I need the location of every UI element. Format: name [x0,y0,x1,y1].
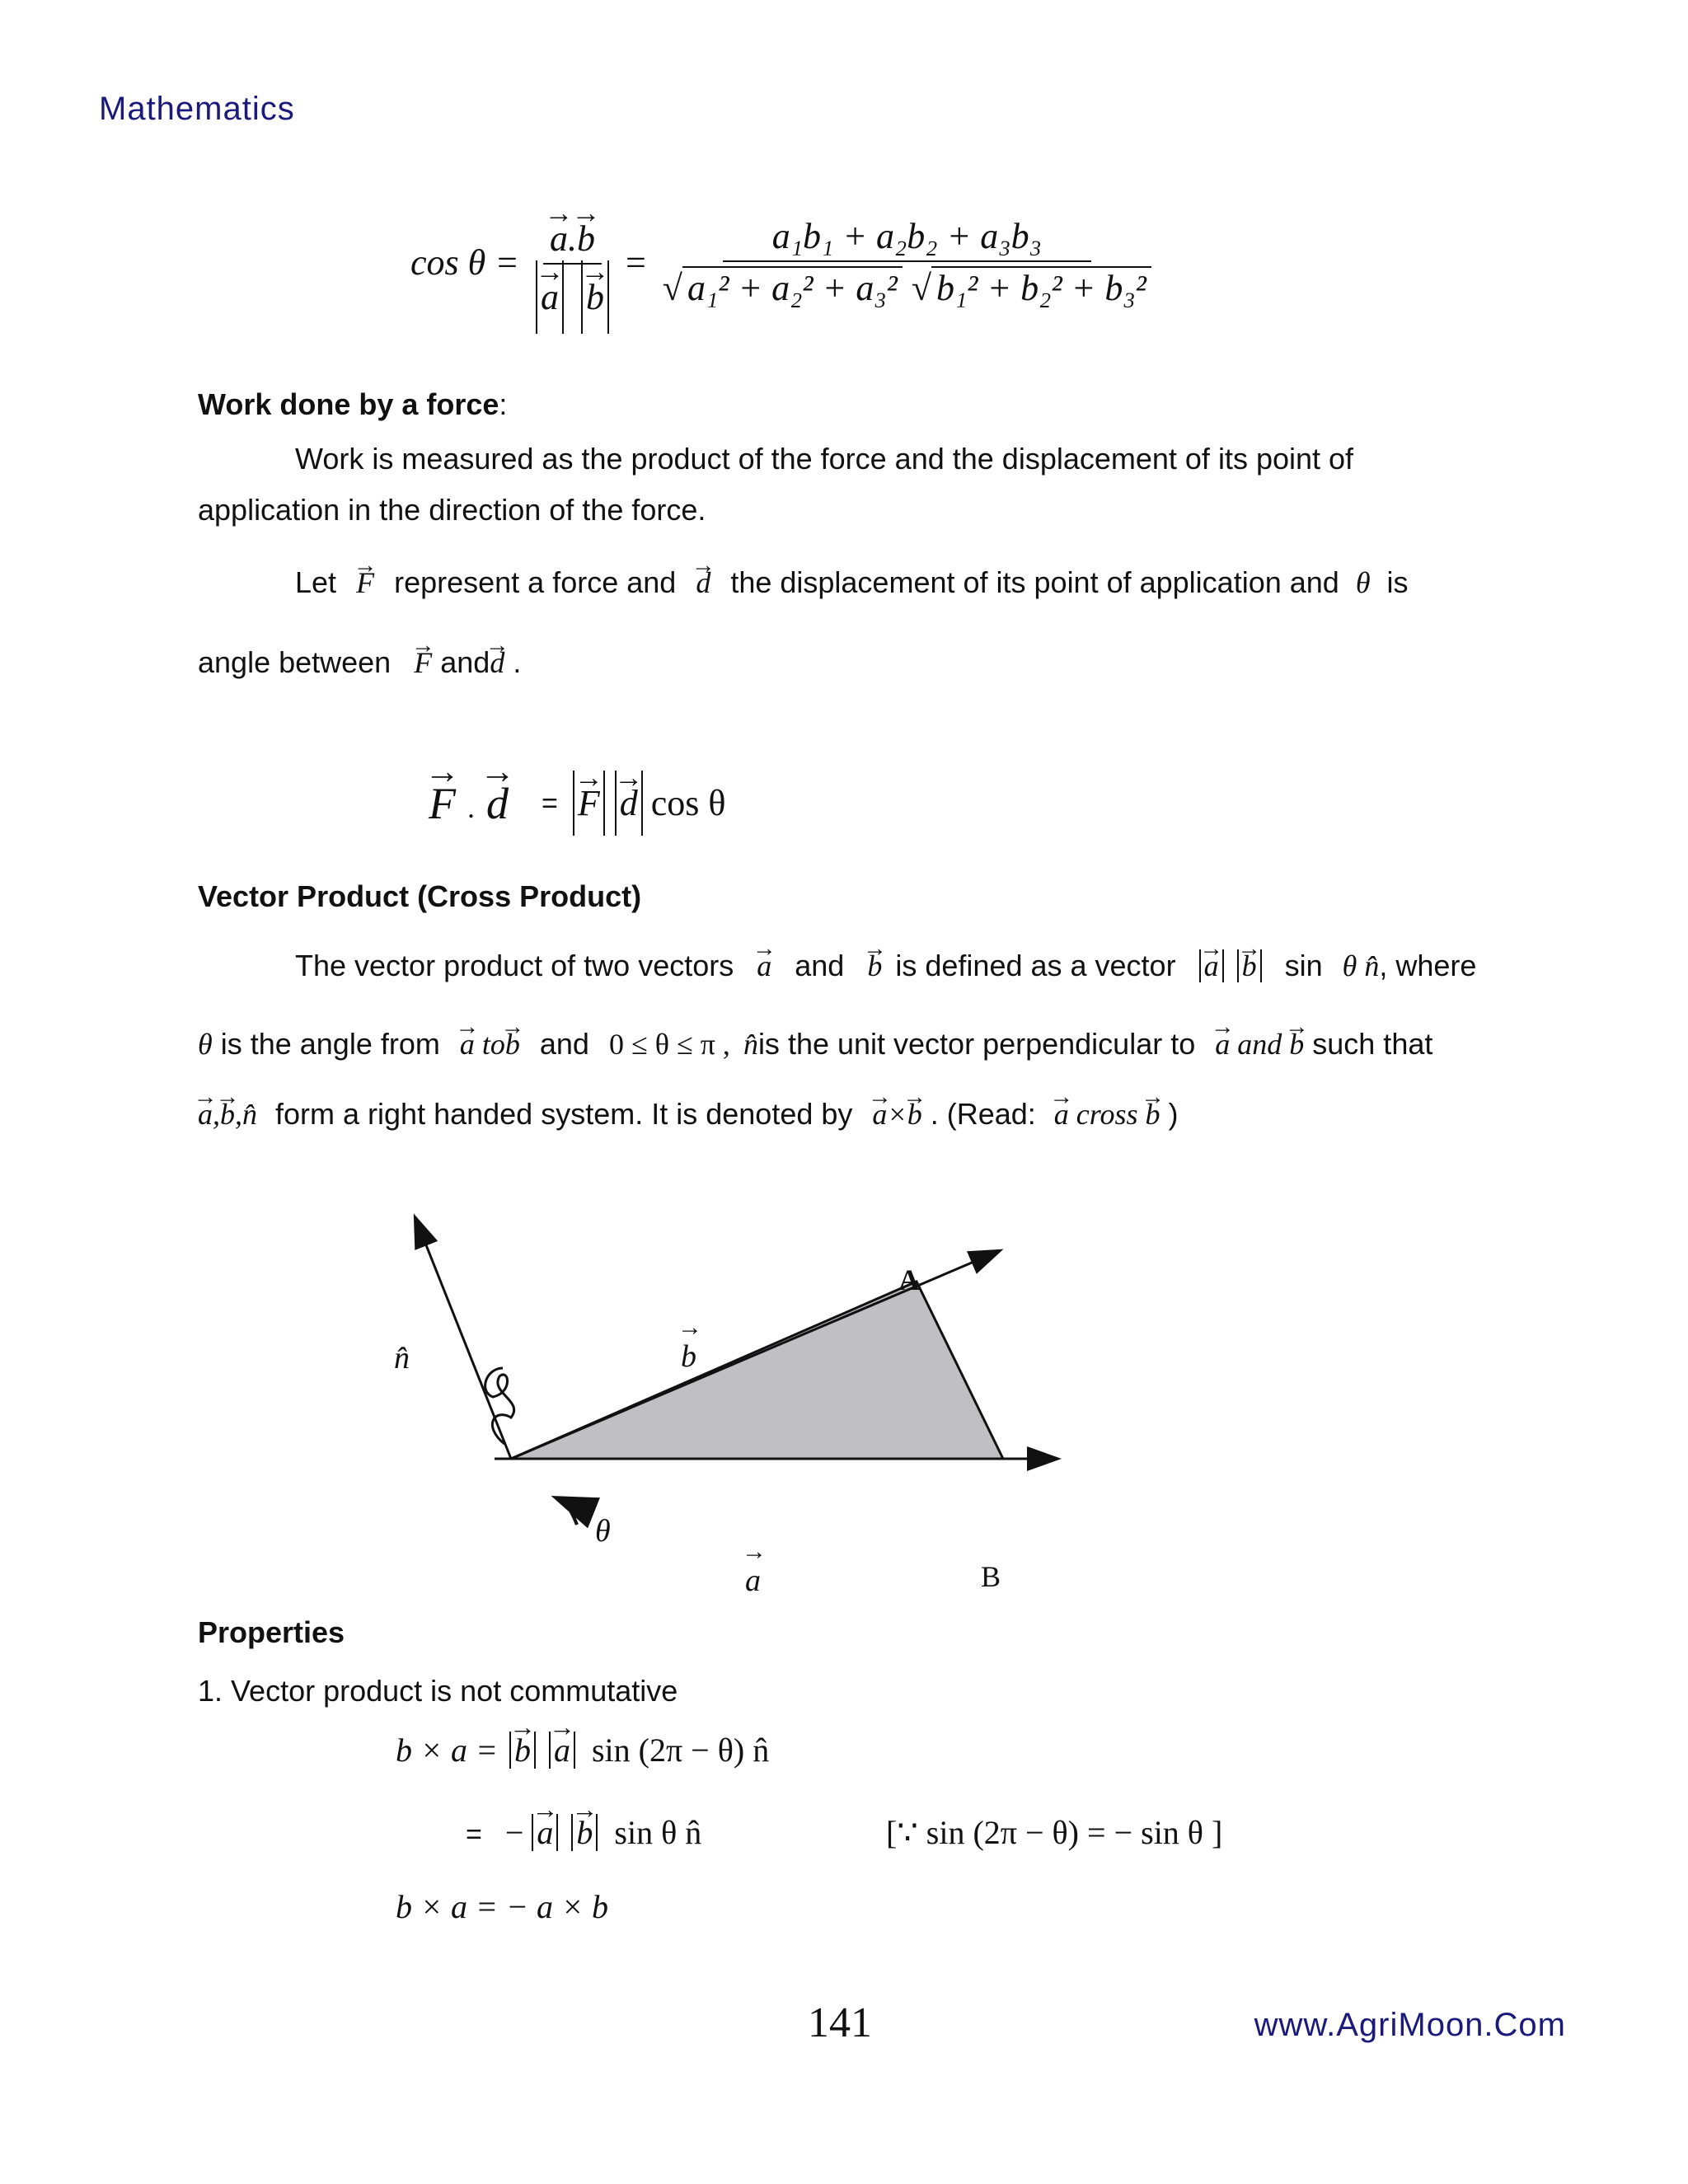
component-numerator: a₁b₁ + a₂b₂ + a₃b₃ [723,215,1091,262]
label-n-hat: n̂ [394,1341,410,1376]
property-eq3: b × a = − a × b [396,1888,608,1925]
work-let-line: Let → F represent a force and → d the displacement of its point of application and θ is [295,565,1409,601]
parallelogram-area [511,1282,1003,1459]
label-A: A [898,1263,920,1296]
sqrt-a-components: a₁² + a₂² + a₃² [682,266,903,308]
cos-formula-vector-fraction: → a.→ b → a → b [529,206,616,318]
work-paragraph-line2: application in the direction of the force. [198,493,706,527]
vector-product-heading: Vector Product (Cross Product) [198,879,642,913]
formula-vector-d: → d [486,778,509,829]
label-B: B [981,1560,1001,1593]
properties-heading: Properties [198,1615,345,1649]
page-header-title: Mathematics [99,91,295,127]
vector-product-line3: → a,→ b,n̂ form a right handed system. It is denoted by → a×→ b . (Read: → a cross → b ) [198,1096,1178,1132]
property-item-1: 1. Vector product is not commutative [198,1674,678,1708]
label-a: a [745,1563,761,1598]
cos-formula-lhs: cos θ = [410,241,519,283]
work-formula: → F . → d = → F → d cos θ [429,771,725,836]
label-b: b [681,1339,696,1374]
vector-d: → d [696,565,710,601]
formula-vector-F: → F [429,778,456,829]
property-eq1: b × a = → b → a sin (2π − θ) n̂ [396,1731,769,1769]
vector-b: → b [577,218,595,260]
normal-n-arrow [415,1218,511,1459]
vector-product-line1: The vector product of two vectors → a and → b is defined as a vector → a → b sin θ n̂, where [295,948,1476,984]
vector-product-line2: θ is the angle from → a to→ b and 0 ≤ θ ≤ π , n̂is the unit vector perpendicular to → a and → b such that [198,1026,1432,1062]
cos-formula-equals: = [625,241,646,283]
cos-formula-component-fraction: $\frac{\text{a₁b₁ + a₂b₂ + a₃b₃}}{\text{√ a₁² + a₂² + a₃² √ b₁² + b₂² + b₃²}}$ [656,215,1158,309]
work-paragraph-line1: Work is measured as the product of the force and the displacement of its point of [295,442,1354,476]
sqrt-b-components: b₁² + b₂² + b₃² [931,266,1151,308]
label-b-arrow: → [678,1314,702,1341]
label-a-arrow: → [742,1538,767,1565]
property-eq2: = − → a → b sin θ n̂ [466,1813,701,1852]
property-eq2-note: [∵ sin (2π − θ) = − sin θ ] [886,1814,1223,1851]
label-theta: θ [595,1514,611,1549]
work-heading: Work done by a force: [198,387,508,421]
theta-rotation-arrow-icon [557,1498,577,1525]
footer-website-link[interactable]: www.AgriMoon.Com [1254,2007,1566,2043]
vector-F: → F [356,565,374,601]
vector-a: → a [550,218,568,260]
page-number: 141 [808,1999,872,2046]
work-angle-line: angle between → F and→ d . [198,644,521,681]
